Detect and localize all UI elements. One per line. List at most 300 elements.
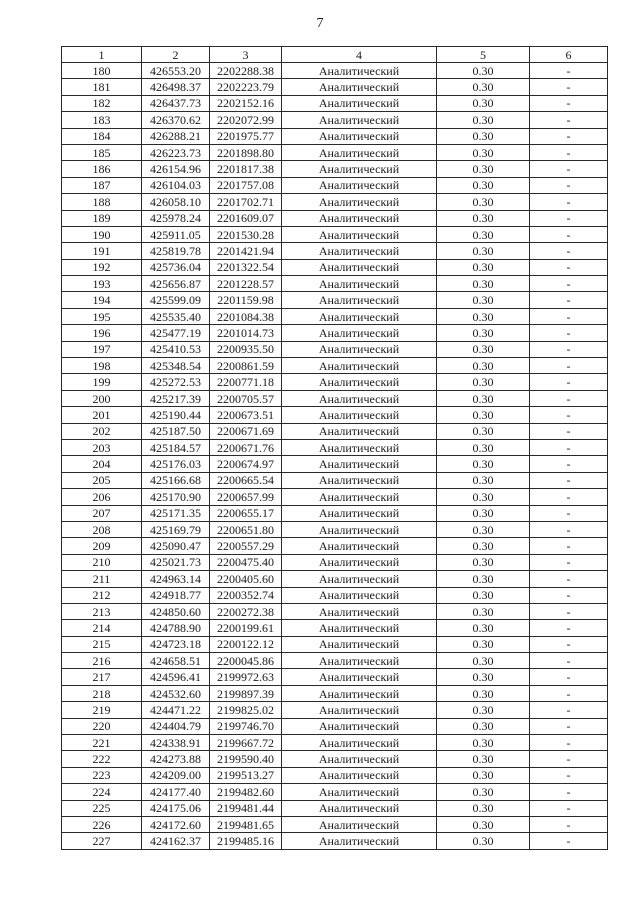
x-coordinate-cell: 424177.40 (142, 784, 210, 800)
method-cell: Аналитический (282, 390, 437, 406)
x-coordinate-cell: 424209.00 (142, 767, 210, 783)
accuracy-cell: 0.30 (437, 816, 530, 832)
y-coordinate-cell: 2201975.77 (210, 128, 282, 144)
accuracy-cell: 0.30 (437, 603, 530, 619)
method-cell: Аналитический (282, 259, 437, 275)
x-coordinate-cell: 425410.53 (142, 341, 210, 357)
note-cell: - (530, 489, 608, 505)
table-row (62, 390, 608, 406)
method-cell: Аналитический (282, 210, 437, 226)
point-number-cell: 204 (62, 456, 142, 472)
point-number-cell: 199 (62, 374, 142, 390)
y-coordinate-cell: 2200705.57 (210, 390, 282, 406)
table-row (62, 653, 608, 669)
table-row (62, 161, 608, 177)
table-row (62, 243, 608, 259)
x-coordinate-cell: 425190.44 (142, 407, 210, 423)
table-row (62, 63, 608, 79)
accuracy-cell: 0.30 (437, 177, 530, 193)
table-row (62, 751, 608, 767)
table-row (62, 669, 608, 685)
accuracy-cell: 0.30 (437, 308, 530, 324)
table-row (62, 800, 608, 816)
x-coordinate-cell: 425171.35 (142, 505, 210, 521)
accuracy-cell: 0.30 (437, 669, 530, 685)
accuracy-cell: 0.30 (437, 210, 530, 226)
y-coordinate-cell: 2200665.54 (210, 472, 282, 488)
table-row (62, 538, 608, 554)
note-cell: - (530, 95, 608, 111)
point-number-cell: 211 (62, 571, 142, 587)
point-number-cell: 183 (62, 112, 142, 128)
accuracy-cell: 0.30 (437, 358, 530, 374)
accuracy-cell: 0.30 (437, 685, 530, 701)
x-coordinate-cell: 425217.39 (142, 390, 210, 406)
y-coordinate-cell: 2200557.29 (210, 538, 282, 554)
point-number-cell: 224 (62, 784, 142, 800)
x-coordinate-cell: 424596.41 (142, 669, 210, 685)
point-number-cell: 202 (62, 423, 142, 439)
point-number-cell: 206 (62, 489, 142, 505)
method-cell: Аналитический (282, 669, 437, 685)
method-cell: Аналитический (282, 95, 437, 111)
method-cell: Аналитический (282, 718, 437, 734)
table-row (62, 702, 608, 718)
table-row (62, 95, 608, 111)
method-cell: Аналитический (282, 636, 437, 652)
note-cell: - (530, 816, 608, 832)
accuracy-cell: 0.30 (437, 226, 530, 242)
y-coordinate-cell: 2200122.12 (210, 636, 282, 652)
y-coordinate-cell: 2199482.60 (210, 784, 282, 800)
method-cell: Аналитический (282, 653, 437, 669)
point-number-cell: 220 (62, 718, 142, 734)
x-coordinate-cell: 426553.20 (142, 63, 210, 79)
table-row (62, 718, 608, 734)
page-number: 7 (316, 16, 324, 31)
point-number-cell: 221 (62, 735, 142, 751)
method-cell: Аналитический (282, 833, 437, 849)
accuracy-cell: 0.30 (437, 407, 530, 423)
x-coordinate-cell: 425166.68 (142, 472, 210, 488)
x-coordinate-cell: 424850.60 (142, 603, 210, 619)
y-coordinate-cell: 2200935.50 (210, 341, 282, 357)
column-header-5: 5 (437, 47, 530, 63)
y-coordinate-cell: 2200671.76 (210, 439, 282, 455)
method-cell: Аналитический (282, 79, 437, 95)
method-cell: Аналитический (282, 456, 437, 472)
method-cell: Аналитический (282, 144, 437, 160)
note-cell: - (530, 603, 608, 619)
accuracy-cell: 0.30 (437, 456, 530, 472)
x-coordinate-cell: 425272.53 (142, 374, 210, 390)
point-number-cell: 185 (62, 144, 142, 160)
x-coordinate-cell: 424918.77 (142, 587, 210, 603)
table-row (62, 833, 608, 849)
x-coordinate-cell: 424471.22 (142, 702, 210, 718)
y-coordinate-cell: 2202152.16 (210, 95, 282, 111)
accuracy-cell: 0.30 (437, 243, 530, 259)
method-cell: Аналитический (282, 292, 437, 308)
accuracy-cell: 0.30 (437, 341, 530, 357)
accuracy-cell: 0.30 (437, 620, 530, 636)
x-coordinate-cell: 425535.40 (142, 308, 210, 324)
point-number-cell: 209 (62, 538, 142, 554)
note-cell: - (530, 210, 608, 226)
table-row (62, 521, 608, 537)
table-row (62, 374, 608, 390)
y-coordinate-cell: 2201898.80 (210, 144, 282, 160)
accuracy-cell: 0.30 (437, 538, 530, 554)
y-coordinate-cell: 2200674.97 (210, 456, 282, 472)
table-row (62, 587, 608, 603)
table-row (62, 259, 608, 275)
x-coordinate-cell: 425656.87 (142, 276, 210, 292)
accuracy-cell: 0.30 (437, 276, 530, 292)
point-number-cell: 210 (62, 554, 142, 570)
point-number-cell: 213 (62, 603, 142, 619)
method-cell: Аналитический (282, 325, 437, 341)
table-row (62, 636, 608, 652)
method-cell: Аналитический (282, 161, 437, 177)
note-cell: - (530, 423, 608, 439)
y-coordinate-cell: 2200475.40 (210, 554, 282, 570)
method-cell: Аналитический (282, 538, 437, 554)
accuracy-cell: 0.30 (437, 374, 530, 390)
x-coordinate-cell: 424963.14 (142, 571, 210, 587)
point-number-cell: 190 (62, 226, 142, 242)
table-row (62, 194, 608, 210)
y-coordinate-cell: 2201228.57 (210, 276, 282, 292)
accuracy-cell: 0.30 (437, 521, 530, 537)
point-number-cell: 193 (62, 276, 142, 292)
note-cell: - (530, 128, 608, 144)
point-number-cell: 222 (62, 751, 142, 767)
y-coordinate-cell: 2199513.27 (210, 767, 282, 783)
x-coordinate-cell: 424658.51 (142, 653, 210, 669)
column-header-3: 3 (210, 47, 282, 63)
method-cell: Аналитический (282, 63, 437, 79)
method-cell: Аналитический (282, 816, 437, 832)
method-cell: Аналитический (282, 226, 437, 242)
note-cell: - (530, 112, 608, 128)
accuracy-cell: 0.30 (437, 587, 530, 603)
method-cell: Аналитический (282, 489, 437, 505)
point-number-cell: 225 (62, 800, 142, 816)
table-row (62, 439, 608, 455)
table-row (62, 226, 608, 242)
note-cell: - (530, 669, 608, 685)
y-coordinate-cell: 2199746.70 (210, 718, 282, 734)
note-cell: - (530, 456, 608, 472)
y-coordinate-cell: 2199667.72 (210, 735, 282, 751)
note-cell: - (530, 161, 608, 177)
table-row (62, 128, 608, 144)
y-coordinate-cell: 2200045.86 (210, 653, 282, 669)
point-number-cell: 198 (62, 358, 142, 374)
note-cell: - (530, 177, 608, 193)
x-coordinate-cell: 425184.57 (142, 439, 210, 455)
y-coordinate-cell: 2200657.99 (210, 489, 282, 505)
point-number-cell: 187 (62, 177, 142, 193)
x-coordinate-cell: 425978.24 (142, 210, 210, 226)
y-coordinate-cell: 2201757.08 (210, 177, 282, 193)
accuracy-cell: 0.30 (437, 505, 530, 521)
x-coordinate-cell: 425187.50 (142, 423, 210, 439)
accuracy-cell: 0.30 (437, 439, 530, 455)
method-cell: Аналитический (282, 800, 437, 816)
y-coordinate-cell: 2202072.99 (210, 112, 282, 128)
y-coordinate-cell: 2199972.63 (210, 669, 282, 685)
method-cell: Аналитический (282, 276, 437, 292)
accuracy-cell: 0.30 (437, 194, 530, 210)
y-coordinate-cell: 2201421.94 (210, 243, 282, 259)
x-coordinate-cell: 425169.79 (142, 521, 210, 537)
table-row (62, 456, 608, 472)
x-coordinate-cell: 424273.88 (142, 751, 210, 767)
y-coordinate-cell: 2199590.40 (210, 751, 282, 767)
x-coordinate-cell: 426370.62 (142, 112, 210, 128)
point-number-cell: 191 (62, 243, 142, 259)
y-coordinate-cell: 2199825.02 (210, 702, 282, 718)
table-row (62, 292, 608, 308)
y-coordinate-cell: 2200655.17 (210, 505, 282, 521)
note-cell: - (530, 259, 608, 275)
x-coordinate-cell: 425170.90 (142, 489, 210, 505)
table-row (62, 816, 608, 832)
y-coordinate-cell: 2202223.79 (210, 79, 282, 95)
method-cell: Аналитический (282, 177, 437, 193)
method-cell: Аналитический (282, 620, 437, 636)
note-cell: - (530, 226, 608, 242)
point-number-cell: 189 (62, 210, 142, 226)
method-cell: Аналитический (282, 423, 437, 439)
note-cell: - (530, 702, 608, 718)
y-coordinate-cell: 2200352.74 (210, 587, 282, 603)
table-row (62, 767, 608, 783)
table-row (62, 735, 608, 751)
x-coordinate-cell: 426498.37 (142, 79, 210, 95)
accuracy-cell: 0.30 (437, 767, 530, 783)
point-number-cell: 216 (62, 653, 142, 669)
x-coordinate-cell: 425599.09 (142, 292, 210, 308)
accuracy-cell: 0.30 (437, 63, 530, 79)
x-coordinate-cell: 425911.05 (142, 226, 210, 242)
accuracy-cell: 0.30 (437, 718, 530, 734)
note-cell: - (530, 358, 608, 374)
point-number-cell: 208 (62, 521, 142, 537)
method-cell: Аналитический (282, 341, 437, 357)
note-cell: - (530, 636, 608, 652)
column-header-2: 2 (142, 47, 210, 63)
x-coordinate-cell: 424532.60 (142, 685, 210, 701)
x-coordinate-cell: 425021.73 (142, 554, 210, 570)
table-body (62, 63, 608, 850)
x-coordinate-cell: 425176.03 (142, 456, 210, 472)
accuracy-cell: 0.30 (437, 144, 530, 160)
method-cell: Аналитический (282, 571, 437, 587)
y-coordinate-cell: 2201014.73 (210, 325, 282, 341)
y-coordinate-cell: 2200861.59 (210, 358, 282, 374)
method-cell: Аналитический (282, 505, 437, 521)
table-row (62, 144, 608, 160)
note-cell: - (530, 407, 608, 423)
x-coordinate-cell: 425348.54 (142, 358, 210, 374)
method-cell: Аналитический (282, 685, 437, 701)
y-coordinate-cell: 2199481.44 (210, 800, 282, 816)
table-row (62, 784, 608, 800)
table-row (62, 620, 608, 636)
accuracy-cell: 0.30 (437, 489, 530, 505)
accuracy-cell: 0.30 (437, 161, 530, 177)
header-row (62, 47, 608, 63)
accuracy-cell: 0.30 (437, 259, 530, 275)
column-header-1: 1 (62, 47, 142, 63)
note-cell: - (530, 194, 608, 210)
accuracy-cell: 0.30 (437, 571, 530, 587)
x-coordinate-cell: 426154.96 (142, 161, 210, 177)
note-cell: - (530, 79, 608, 95)
point-number-cell: 218 (62, 685, 142, 701)
x-coordinate-cell: 424723.18 (142, 636, 210, 652)
note-cell: - (530, 554, 608, 570)
method-cell: Аналитический (282, 194, 437, 210)
point-number-cell: 182 (62, 95, 142, 111)
x-coordinate-cell: 426223.73 (142, 144, 210, 160)
accuracy-cell: 0.30 (437, 784, 530, 800)
method-cell: Аналитический (282, 112, 437, 128)
accuracy-cell: 0.30 (437, 653, 530, 669)
method-cell: Аналитический (282, 407, 437, 423)
x-coordinate-cell: 425819.78 (142, 243, 210, 259)
y-coordinate-cell: 2200199.61 (210, 620, 282, 636)
note-cell: - (530, 341, 608, 357)
table-row (62, 79, 608, 95)
note-cell: - (530, 751, 608, 767)
method-cell: Аналитический (282, 767, 437, 783)
x-coordinate-cell: 426104.03 (142, 177, 210, 193)
point-number-cell: 197 (62, 341, 142, 357)
coordinates-table (61, 46, 608, 850)
x-coordinate-cell: 426437.73 (142, 95, 210, 111)
point-number-cell: 223 (62, 767, 142, 783)
accuracy-cell: 0.30 (437, 472, 530, 488)
x-coordinate-cell: 424172.60 (142, 816, 210, 832)
note-cell: - (530, 276, 608, 292)
note-cell: - (530, 718, 608, 734)
y-coordinate-cell: 2201084.38 (210, 308, 282, 324)
method-cell: Аналитический (282, 128, 437, 144)
y-coordinate-cell: 2200771.18 (210, 374, 282, 390)
y-coordinate-cell: 2201817.38 (210, 161, 282, 177)
table-row (62, 603, 608, 619)
x-coordinate-cell: 425736.04 (142, 259, 210, 275)
table-row (62, 210, 608, 226)
accuracy-cell: 0.30 (437, 325, 530, 341)
note-cell: - (530, 374, 608, 390)
method-cell: Аналитический (282, 554, 437, 570)
method-cell: Аналитический (282, 243, 437, 259)
y-coordinate-cell: 2200651.80 (210, 521, 282, 537)
y-coordinate-cell: 2201322.54 (210, 259, 282, 275)
note-cell: - (530, 439, 608, 455)
table-row (62, 685, 608, 701)
point-number-cell: 188 (62, 194, 142, 210)
x-coordinate-cell: 426288.21 (142, 128, 210, 144)
x-coordinate-cell: 426058.10 (142, 194, 210, 210)
accuracy-cell: 0.30 (437, 735, 530, 751)
y-coordinate-cell: 2201702.71 (210, 194, 282, 210)
accuracy-cell: 0.30 (437, 390, 530, 406)
table-row (62, 276, 608, 292)
column-header-6: 6 (530, 47, 608, 63)
method-cell: Аналитический (282, 521, 437, 537)
point-number-cell: 201 (62, 407, 142, 423)
table-row (62, 571, 608, 587)
table-row (62, 358, 608, 374)
accuracy-cell: 0.30 (437, 636, 530, 652)
table-row (62, 489, 608, 505)
accuracy-cell: 0.30 (437, 112, 530, 128)
table-row (62, 505, 608, 521)
y-coordinate-cell: 2201609.07 (210, 210, 282, 226)
point-number-cell: 207 (62, 505, 142, 521)
y-coordinate-cell: 2200272.38 (210, 603, 282, 619)
note-cell: - (530, 685, 608, 701)
x-coordinate-cell: 424404.79 (142, 718, 210, 734)
accuracy-cell: 0.30 (437, 128, 530, 144)
note-cell: - (530, 800, 608, 816)
point-number-cell: 219 (62, 702, 142, 718)
method-cell: Аналитический (282, 751, 437, 767)
y-coordinate-cell: 2200405.60 (210, 571, 282, 587)
note-cell: - (530, 325, 608, 341)
note-cell: - (530, 144, 608, 160)
note-cell: - (530, 833, 608, 849)
note-cell: - (530, 587, 608, 603)
note-cell: - (530, 390, 608, 406)
point-number-cell: 212 (62, 587, 142, 603)
note-cell: - (530, 472, 608, 488)
x-coordinate-cell: 424175.06 (142, 800, 210, 816)
note-cell: - (530, 243, 608, 259)
y-coordinate-cell: 2199481.65 (210, 816, 282, 832)
note-cell: - (530, 63, 608, 79)
method-cell: Аналитический (282, 308, 437, 324)
point-number-cell: 203 (62, 439, 142, 455)
point-number-cell: 196 (62, 325, 142, 341)
point-number-cell: 184 (62, 128, 142, 144)
x-coordinate-cell: 425477.19 (142, 325, 210, 341)
point-number-cell: 226 (62, 816, 142, 832)
y-coordinate-cell: 2200671.69 (210, 423, 282, 439)
method-cell: Аналитический (282, 439, 437, 455)
point-number-cell: 200 (62, 390, 142, 406)
accuracy-cell: 0.30 (437, 554, 530, 570)
table-row (62, 423, 608, 439)
x-coordinate-cell: 424338.91 (142, 735, 210, 751)
accuracy-cell: 0.30 (437, 292, 530, 308)
method-cell: Аналитический (282, 374, 437, 390)
note-cell: - (530, 620, 608, 636)
point-number-cell: 217 (62, 669, 142, 685)
note-cell: - (530, 571, 608, 587)
accuracy-cell: 0.30 (437, 800, 530, 816)
table-row (62, 554, 608, 570)
table-row (62, 112, 608, 128)
point-number-cell: 192 (62, 259, 142, 275)
note-cell: - (530, 308, 608, 324)
